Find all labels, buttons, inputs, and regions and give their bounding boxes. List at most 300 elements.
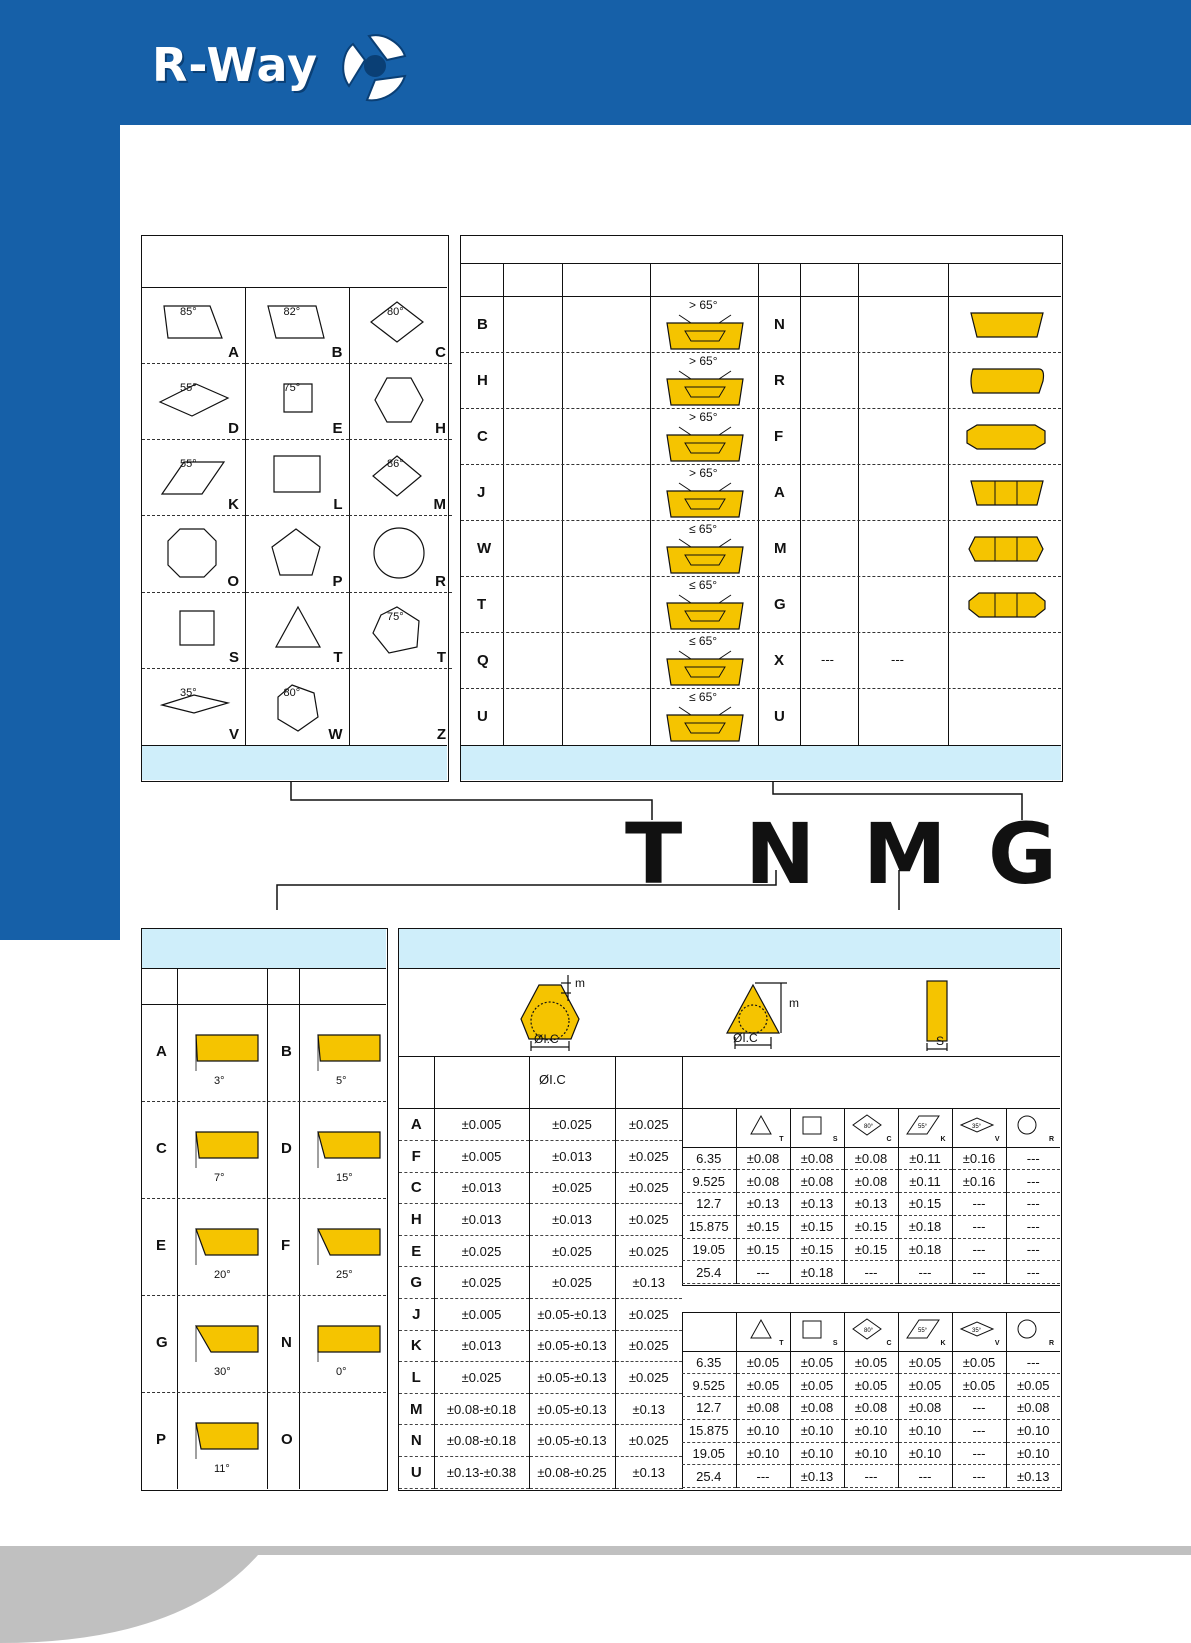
ic-cell: ±0.15 (898, 1193, 952, 1216)
ic-cell: ±0.15 (736, 1238, 790, 1261)
shape-cell (246, 517, 349, 593)
insert-shape-icon (959, 1318, 999, 1342)
shape-code-label: D (228, 420, 239, 438)
tolerance-cell: ±0.05-±0.13 (529, 1299, 615, 1331)
ic-header-cell (1006, 1313, 1060, 1351)
ic-cell: --- (1006, 1147, 1060, 1170)
shape-code-label: K (228, 496, 239, 514)
insert-shape-icon (357, 298, 460, 374)
shape-angle-label: 85° (180, 306, 197, 318)
ic-cell: ±0.05 (844, 1374, 898, 1397)
clearance-angle-icon (192, 1225, 262, 1275)
shape-cell (349, 440, 452, 516)
ic-cell: 12.7 (682, 1397, 736, 1420)
chipbreaker-header-row (461, 264, 1061, 297)
shape-sub-label: T (779, 1339, 784, 1347)
shape-code-label: O (227, 572, 239, 590)
clearance-angle-icon (314, 1225, 384, 1275)
insert-shape-icon (357, 527, 460, 603)
tolerance-cell: J (399, 1299, 434, 1331)
ic-cell: 15.875 (682, 1215, 736, 1238)
chipbreaker-cell: --- (821, 652, 834, 667)
clearance-row (142, 1199, 386, 1296)
clearance-panel-header (142, 929, 386, 969)
clearance-angle-label: 3° (214, 1075, 225, 1087)
ic-cell: ±0.10 (736, 1419, 790, 1442)
shape-code-label: L (333, 496, 343, 514)
dimension-label-s: S (936, 1034, 945, 1048)
ic-cell: ±0.18 (898, 1215, 952, 1238)
ic-cell: ±0.05 (790, 1351, 844, 1374)
chipbreaker-code: G (774, 596, 786, 613)
shape-sub-label: S (832, 1339, 838, 1347)
tolerance-row (399, 1299, 682, 1331)
tolerance-cell: ±0.025 (615, 1235, 682, 1267)
ic-cell: ±0.05 (952, 1351, 1006, 1374)
shape-cell (246, 440, 349, 516)
ic-cell: --- (1006, 1170, 1060, 1193)
chipbreaker-code: X (774, 652, 785, 669)
shape-sub-label: R (1048, 1135, 1054, 1143)
chipbreaker-angle-label: > 65° (689, 410, 718, 424)
ic-cell: ±0.08 (844, 1397, 898, 1420)
chipbreaker-cell: --- (891, 652, 904, 667)
clearance-code: A (156, 1043, 167, 1060)
ic-cell: --- (952, 1465, 1006, 1488)
tolerance-cell: ±0.08-±0.18 (434, 1425, 529, 1457)
ic-cell: ±0.13 (790, 1193, 844, 1216)
ic-cell: 15.875 (682, 1419, 736, 1442)
ic-cell: ±0.08 (790, 1147, 844, 1170)
insert-shape-icon (254, 679, 357, 755)
ic-cell: 25.4 (682, 1465, 736, 1488)
tolerance-panel-header (399, 929, 1060, 969)
ic-cell: --- (952, 1397, 1006, 1420)
chipbreaker-row (461, 577, 1061, 633)
shape-code-label: Z (436, 726, 446, 743)
ic-table-separator (682, 1285, 1060, 1313)
dimension-label-ic: ØI.C (733, 1031, 758, 1045)
shape-cell (349, 669, 452, 745)
clearance-panel (141, 928, 388, 1491)
insert-shape-icon (743, 1318, 783, 1342)
code-letter-shape: T (625, 805, 683, 903)
tolerance-cell: ±0.05-±0.13 (529, 1393, 615, 1425)
ic-cell: ±0.10 (790, 1442, 844, 1465)
code-letter-tolerance: M (863, 805, 947, 903)
ic-cell: ±0.10 (790, 1419, 844, 1442)
insert-shape-icon (150, 527, 253, 603)
tolerance-class-table (399, 1109, 682, 1489)
shape-angle-label: 82° (283, 306, 301, 318)
insert-shape-icon (797, 1114, 837, 1138)
ic-cell: --- (952, 1238, 1006, 1261)
clearance-row (142, 1393, 386, 1490)
ic-cell: ±0.15 (844, 1215, 898, 1238)
chipbreaker-code: U (477, 708, 488, 725)
chipbreaker-row (461, 409, 1061, 465)
tolerance-cell: ±0.025 (529, 1109, 615, 1141)
clearance-code: N (281, 1334, 292, 1351)
shape-sub-label: C (886, 1339, 892, 1347)
shape-sub-label: K (940, 1135, 946, 1143)
tolerance-cell: ±0.005 (434, 1109, 529, 1141)
insert-section-icon (965, 533, 1049, 565)
clearance-angle-icon (192, 1128, 262, 1178)
shape-code-label: B (331, 344, 343, 361)
ic-cell: ±0.13 (1006, 1465, 1060, 1488)
ic-cell: ±0.08 (790, 1397, 844, 1420)
clearance-angle-label: 25° (336, 1269, 353, 1281)
shape-code-label: A (228, 344, 239, 361)
insert-shape-icon (254, 450, 357, 526)
ic-cell: ±0.05 (898, 1351, 952, 1374)
ic-cell: ±0.05 (736, 1374, 790, 1397)
insert-shape-icon (1013, 1318, 1053, 1342)
ic-header-cell (682, 1109, 736, 1147)
insert-shape-icon (150, 450, 253, 526)
svg-text:35°: 35° (972, 1124, 982, 1131)
chipbreaker-code: N (774, 316, 785, 333)
clearance-angle-label: 11° (214, 1463, 230, 1475)
insert-shape-icon (357, 450, 460, 526)
ic-header-cell (1006, 1109, 1060, 1147)
svg-text:35°: 35° (972, 1328, 982, 1335)
shape-code-label: M (433, 496, 446, 514)
ic-cell: --- (952, 1442, 1006, 1465)
ic-cell: ±0.11 (898, 1147, 952, 1170)
tolerance-cell: ±0.005 (434, 1299, 529, 1331)
shape-code-label: R (435, 572, 446, 590)
ic-cell: ±0.15 (844, 1238, 898, 1261)
chipbreaker-panel (460, 235, 1063, 782)
ic-cell: --- (1006, 1193, 1060, 1216)
tolerance-cell: ±0.025 (615, 1299, 682, 1331)
chipbreaker-section-icon (661, 641, 761, 689)
ic-cell: ±0.10 (844, 1419, 898, 1442)
tolerance-cell: ±0.025 (529, 1267, 615, 1299)
chipbreaker-code: W (477, 540, 492, 557)
chipbreaker-code: M (774, 540, 787, 557)
insert-shape-icon (150, 298, 253, 374)
dimension-label-ic: ØI.C (534, 1032, 559, 1046)
ic-cell: ±0.15 (790, 1238, 844, 1261)
shape-cell (246, 669, 349, 745)
chipbreaker-angle-label: ≤ 65° (689, 578, 718, 592)
chipbreaker-code: R (774, 372, 785, 389)
clearance-angle-icon (192, 1419, 262, 1469)
ic-cell: 12.7 (682, 1193, 736, 1216)
insert-shape-icon (150, 374, 253, 450)
clearance-code: C (156, 1140, 167, 1157)
tolerance-cell: ±0.025 (615, 1172, 682, 1204)
insert-shape-icon (797, 1318, 837, 1342)
tolerance-cell: ±0.08-±0.18 (434, 1393, 529, 1425)
chipbreaker-angle-label: > 65° (689, 298, 718, 312)
ic-tolerance-area (682, 1109, 1060, 1489)
code-letter-clearance: N (745, 805, 816, 903)
ic-tolerance-table (682, 1313, 1060, 1488)
ic-cell: --- (898, 1261, 952, 1284)
tolerance-cell: ±0.013 (529, 1204, 615, 1236)
shape-code-label: S (228, 648, 239, 666)
shape-panel-header (142, 236, 447, 288)
shape-sub-label: T (779, 1135, 784, 1143)
tolerance-row (399, 1330, 682, 1362)
ic-header-cell (898, 1313, 952, 1351)
ic-cell: ±0.08 (736, 1147, 790, 1170)
ic-cell: --- (1006, 1351, 1060, 1374)
shape-angle-label: 80° (283, 687, 301, 699)
insert-shape-icon (743, 1114, 783, 1138)
column-ic-label: ØI.C (539, 1072, 566, 1087)
tolerance-cell: K (399, 1330, 434, 1362)
ic-header-cell (952, 1109, 1006, 1147)
ic-header-cell (790, 1313, 844, 1351)
shape-cell (142, 593, 245, 669)
tolerance-cell: ±0.13 (615, 1457, 682, 1489)
clearance-angle-label: 5° (336, 1075, 347, 1087)
tolerance-cell: H (399, 1204, 434, 1236)
chipbreaker-section-icon (661, 417, 761, 465)
footer-shape (0, 1555, 1191, 1643)
shape-sub-label: S (832, 1135, 838, 1143)
ic-cell: ±0.08 (898, 1397, 952, 1420)
shape-angle-label: 86° (387, 458, 404, 471)
shape-code-label: T (436, 648, 446, 666)
shape-cell (142, 288, 245, 364)
clearance-angle-label: 20° (214, 1269, 231, 1281)
svg-text:80°: 80° (864, 1124, 874, 1131)
ic-cell: ±0.08 (736, 1397, 790, 1420)
chipbreaker-angle-label: ≤ 65° (689, 522, 718, 536)
svg-text:80°: 80° (864, 1328, 874, 1335)
chipbreaker-row (461, 689, 1061, 745)
clearance-code: O (281, 1431, 293, 1448)
ic-header-cell (790, 1109, 844, 1147)
insert-section-icon (965, 309, 1049, 341)
clearance-code: B (281, 1043, 292, 1060)
ic-cell: ±0.05 (736, 1351, 790, 1374)
chipbreaker-code: F (774, 428, 784, 445)
ic-cell: ±0.05 (952, 1374, 1006, 1397)
ic-cell: ±0.05 (1006, 1374, 1060, 1397)
clearance-angle-label: 15° (336, 1172, 353, 1184)
ic-header-cell (952, 1313, 1006, 1351)
shape-sub-label: R (1048, 1339, 1054, 1347)
tolerance-cell: ±0.025 (434, 1362, 529, 1394)
tolerance-cell: ±0.08-±0.25 (529, 1457, 615, 1489)
shape-angle-label: 75° (283, 382, 301, 395)
clearance-angle-icon (314, 1322, 384, 1372)
ic-cell: ±0.15 (790, 1215, 844, 1238)
shape-panel (141, 235, 449, 782)
insert-shape-icon (959, 1114, 999, 1138)
chipbreaker-panel-footer (461, 745, 1061, 780)
insert-shape-icon (851, 1114, 891, 1138)
tolerance-cell: G (399, 1267, 434, 1299)
insert-shape-icon (254, 603, 357, 679)
clearance-code: P (156, 1431, 167, 1448)
ic-cell: ±0.16 (952, 1147, 1006, 1170)
ic-cell: 6.35 (682, 1351, 736, 1374)
shape-angle-label: 55° (180, 382, 197, 395)
chipbreaker-code: T (477, 596, 487, 613)
shape-sub-label: K (940, 1339, 946, 1347)
clearance-code: D (281, 1140, 292, 1157)
ic-cell: ±0.18 (790, 1261, 844, 1284)
clearance-angle-label: 30° (214, 1366, 231, 1378)
shape-sub-label: V (994, 1135, 1000, 1143)
tolerance-header-row (399, 1057, 1060, 1109)
ic-cell: --- (952, 1419, 1006, 1442)
ic-header-cell (736, 1313, 790, 1351)
clearance-code: G (156, 1334, 168, 1351)
shape-angle-label: 80° (387, 306, 404, 318)
clearance-angle-label: 7° (214, 1172, 225, 1184)
ic-row (682, 1419, 1060, 1442)
tolerance-cell: ±0.013 (434, 1330, 529, 1362)
tolerance-cell: ±0.013 (529, 1141, 615, 1173)
ic-cell: --- (844, 1465, 898, 1488)
chipbreaker-section-icon (661, 529, 761, 577)
shape-cell (142, 669, 245, 745)
chipbreaker-section-icon (661, 585, 761, 633)
shape-cell (142, 517, 245, 593)
tolerance-cell: ±0.025 (529, 1172, 615, 1204)
ic-cell: ±0.05 (844, 1351, 898, 1374)
clearance-angle-icon (314, 1031, 384, 1081)
chipbreaker-code: A (774, 484, 785, 501)
ic-cell: 9.525 (682, 1170, 736, 1193)
ic-cell: ±0.08 (1006, 1397, 1060, 1420)
clearance-code: E (156, 1237, 167, 1254)
shape-cell (349, 593, 452, 669)
ic-cell: ±0.13 (790, 1465, 844, 1488)
tolerance-row (399, 1425, 682, 1457)
insert-section-icon (965, 365, 1049, 397)
insert-shape-icon (254, 374, 357, 450)
chipbreaker-row (461, 633, 1061, 689)
ic-header-cell (682, 1313, 736, 1351)
ic-cell: --- (736, 1261, 790, 1284)
brand-name: R-Way (152, 38, 319, 92)
insert-shape-icon (357, 679, 460, 755)
chipbreaker-angle-label: > 65° (689, 466, 718, 480)
tolerance-row (399, 1235, 682, 1267)
ic-cell: --- (952, 1193, 1006, 1216)
tolerance-row (399, 1204, 682, 1236)
shape-cell (246, 593, 349, 669)
chipbreaker-row (461, 465, 1061, 521)
clearance-row (142, 1296, 386, 1393)
chipbreaker-angle-label: ≤ 65° (689, 634, 718, 648)
tolerance-row (399, 1172, 682, 1204)
ic-cell: ±0.10 (1006, 1419, 1060, 1442)
shape-code-label: T (333, 648, 343, 666)
tolerance-cell: ±0.025 (434, 1235, 529, 1267)
tolerance-row (399, 1109, 682, 1141)
ic-cell: --- (952, 1261, 1006, 1284)
shape-sub-label: C (886, 1135, 892, 1143)
chipbreaker-angle-label: ≤ 65° (689, 690, 718, 704)
ic-cell: --- (1006, 1261, 1060, 1284)
ic-cell: ±0.08 (736, 1170, 790, 1193)
ic-cell: 19.05 (682, 1238, 736, 1261)
ic-table-header (682, 1313, 1060, 1351)
shape-cell (142, 364, 245, 440)
chipbreaker-section-icon (661, 361, 761, 409)
shape-cell (246, 288, 349, 364)
shape-cell (349, 517, 452, 593)
ic-cell: --- (844, 1261, 898, 1284)
shape-angle-label: 75° (387, 610, 404, 623)
ic-cell: --- (898, 1465, 952, 1488)
ic-cell: 25.4 (682, 1261, 736, 1284)
shape-code-label: C (435, 344, 446, 361)
insert-shape-icon (357, 374, 460, 450)
ic-tolerance-table (682, 1109, 1060, 1284)
ic-cell: ±0.10 (844, 1442, 898, 1465)
ic-cell: ±0.16 (952, 1170, 1006, 1193)
ic-cell: ±0.05 (898, 1374, 952, 1397)
ic-row (682, 1147, 1060, 1170)
tolerance-row (399, 1457, 682, 1489)
ic-header-cell (844, 1313, 898, 1351)
ic-cell: ±0.11 (898, 1170, 952, 1193)
clearance-angle-icon (192, 1031, 262, 1081)
ic-row (682, 1397, 1060, 1420)
tolerance-cell: ±0.025 (615, 1330, 682, 1362)
chipbreaker-section-icon (661, 697, 761, 745)
ic-cell: ±0.08 (790, 1170, 844, 1193)
ic-cell: --- (1006, 1238, 1060, 1261)
ic-cell: --- (1006, 1215, 1060, 1238)
chipbreaker-row (461, 297, 1061, 353)
tolerance-cell: ±0.025 (615, 1109, 682, 1141)
clearance-angle-icon (192, 1322, 262, 1372)
tolerance-cell: L (399, 1362, 434, 1394)
shape-code-label: H (435, 420, 446, 438)
tolerance-cell: ±0.13 (615, 1393, 682, 1425)
ic-cell: ±0.18 (898, 1238, 952, 1261)
ic-cell: 6.35 (682, 1147, 736, 1170)
tolerance-cell: ±0.025 (434, 1267, 529, 1299)
insert-section-icon (965, 421, 1049, 453)
logo-mark-icon (335, 28, 415, 104)
ic-row (682, 1374, 1060, 1397)
clearance-row (142, 1005, 386, 1102)
insert-shape-icon (905, 1318, 945, 1342)
ic-cell: ±0.10 (898, 1419, 952, 1442)
chipbreaker-code: H (477, 372, 488, 389)
shape-cell (142, 440, 245, 516)
clearance-angle-icon (314, 1128, 384, 1178)
ic-cell: --- (736, 1465, 790, 1488)
tolerance-cell: E (399, 1235, 434, 1267)
tolerance-cell: ±0.05-±0.13 (529, 1330, 615, 1362)
svg-text:55°: 55° (918, 1328, 928, 1335)
insert-shape-icon (150, 679, 253, 755)
ic-cell: ±0.08 (844, 1147, 898, 1170)
tolerance-cell: ±0.13 (615, 1267, 682, 1299)
shape-angle-label: 55° (180, 458, 197, 471)
ic-cell: ±0.10 (736, 1442, 790, 1465)
ic-row (682, 1193, 1060, 1216)
insert-shape-icon (1013, 1114, 1053, 1138)
tolerance-cell: F (399, 1141, 434, 1173)
chipbreaker-code: C (477, 428, 488, 445)
